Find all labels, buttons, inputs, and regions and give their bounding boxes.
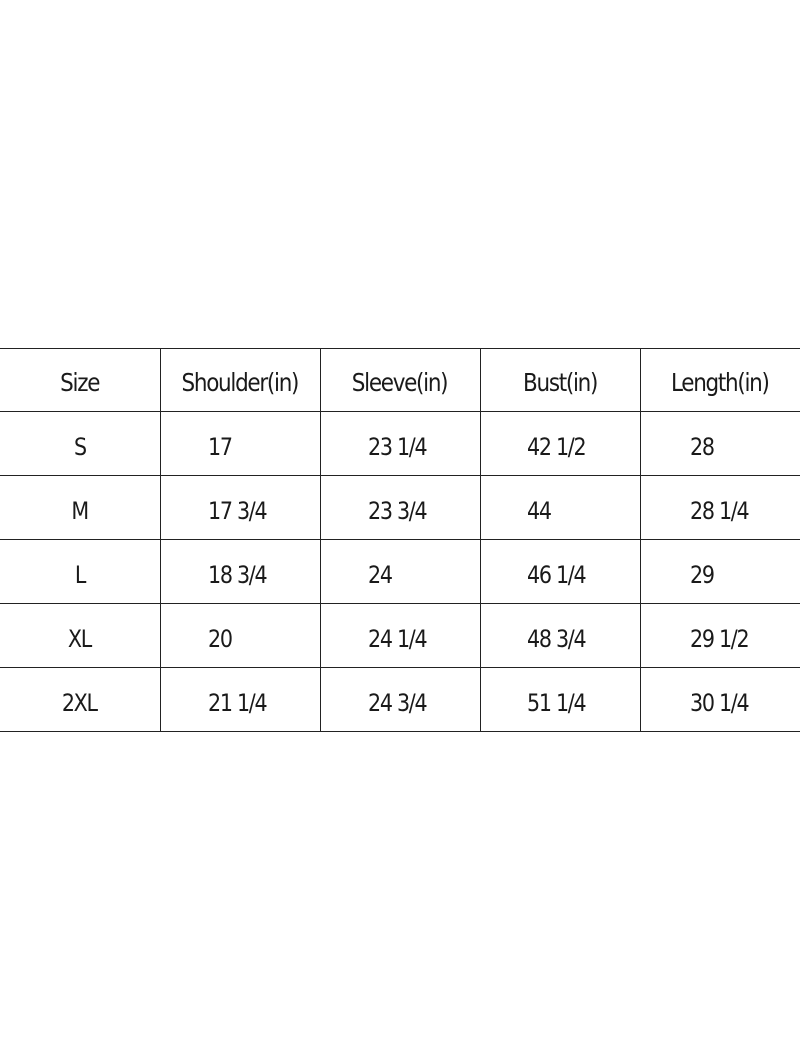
table-header — [0, 349, 800, 412]
sleeve-cell: 24 — [320, 540, 480, 604]
sleeve-cell: 24 3/4 — [320, 668, 480, 732]
length-cell: 30 1/4 — [640, 668, 800, 732]
bust-cell: 51 1/4 — [480, 668, 640, 732]
bust-cell: 48 3/4 — [480, 604, 640, 668]
sleeve-cell: 23 3/4 — [320, 476, 480, 540]
bust-cell: 42 1/2 — [480, 412, 640, 476]
size-chart-table — [0, 348, 800, 732]
shoulder-cell: 17 3/4 — [160, 476, 320, 540]
bust-cell: 44 — [480, 476, 640, 540]
table-row — [0, 668, 800, 732]
length-cell: 28 — [640, 412, 800, 476]
table-body — [0, 412, 800, 732]
bust-cell: 46 1/4 — [480, 540, 640, 604]
length-cell: 29 1/2 — [640, 604, 800, 668]
sleeve-cell: 24 1/4 — [320, 604, 480, 668]
shoulder-cell: 21 1/4 — [160, 668, 320, 732]
size-cell: S — [0, 412, 160, 476]
length-cell: 29 — [640, 540, 800, 604]
length-cell: 28 1/4 — [640, 476, 800, 540]
table-row — [0, 540, 800, 604]
size-cell: 2XL — [0, 668, 160, 732]
shoulder-cell: 17 — [160, 412, 320, 476]
table-row — [0, 412, 800, 476]
shoulder-cell: 18 3/4 — [160, 540, 320, 604]
size-cell: L — [0, 540, 160, 604]
header-bust: Bust(in) — [480, 349, 640, 412]
shoulder-cell: 20 — [160, 604, 320, 668]
header-row — [0, 349, 800, 412]
sleeve-cell: 23 1/4 — [320, 412, 480, 476]
table-row — [0, 604, 800, 668]
header-length: Length(in) — [640, 349, 800, 412]
header-shoulder: Shoulder(in) — [160, 349, 320, 412]
size-cell: M — [0, 476, 160, 540]
size-cell: XL — [0, 604, 160, 668]
header-size: Size — [0, 349, 160, 412]
header-sleeve: Sleeve(in) — [320, 349, 480, 412]
table-row — [0, 476, 800, 540]
